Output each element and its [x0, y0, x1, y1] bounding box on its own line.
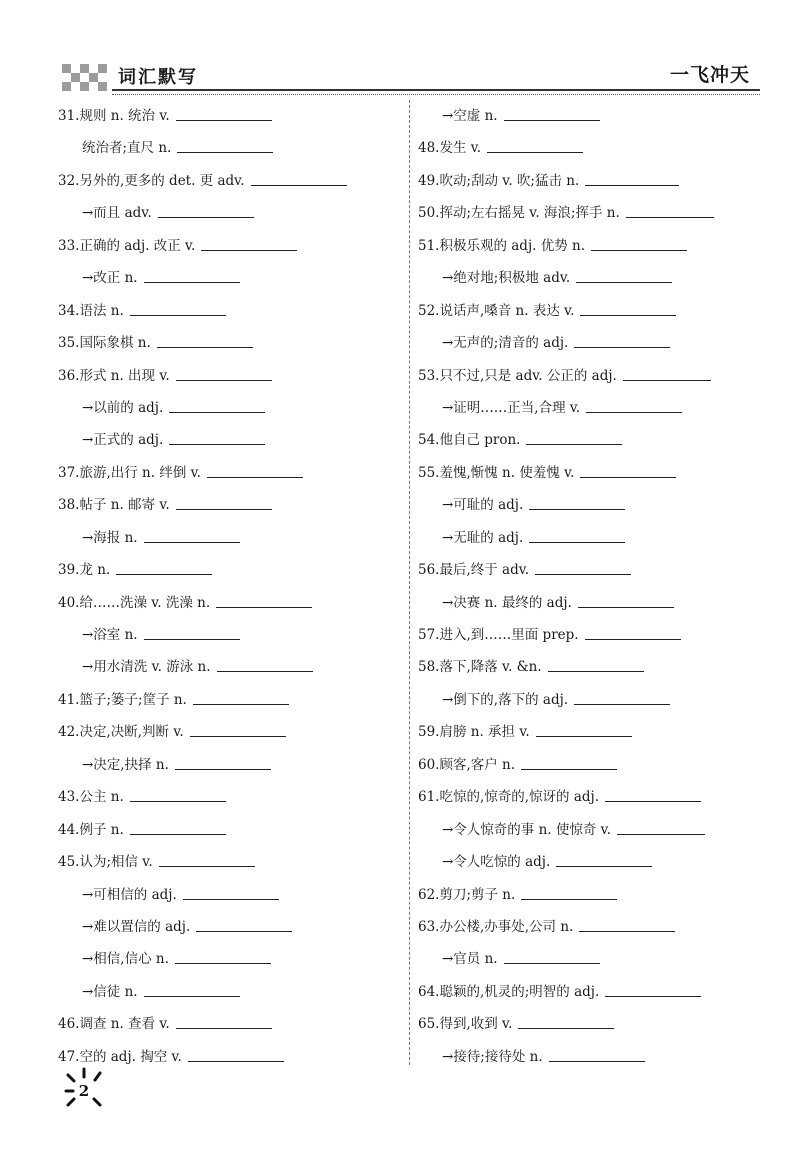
vocab-item: →接待;接待处 n.: [418, 1041, 768, 1073]
header-brand: 一飞冲天: [669, 64, 750, 86]
vocab-item: 42.决定,决断,判断 v.: [58, 716, 403, 748]
checker-decoration: [62, 64, 110, 94]
vocab-item: 36.形式 n. 出现 v.: [58, 360, 403, 392]
vocab-item: →难以置信的 adj.: [58, 911, 403, 943]
vocab-item: →信徒 n.: [58, 976, 403, 1008]
vocab-item: →改正 n.: [58, 262, 403, 294]
vocab-item: 33.正确的 adj. 改正 v.: [58, 230, 403, 262]
page-number-sun-icon: [62, 1065, 112, 1110]
vocab-item: →正式的 adj.: [58, 424, 403, 456]
vocab-item: →决定,抉择 n.: [58, 749, 403, 781]
right-column: [418, 100, 768, 1073]
vocab-item: 38.帖子 n. 邮寄 v.: [58, 489, 403, 521]
vocab-item: →可耻的 adj.: [418, 489, 768, 521]
vocab-item: →浴室 n.: [58, 619, 403, 651]
vocab-item: →而且 adv.: [58, 197, 403, 229]
vocab-item: 63.办公楼,办事处,公司 n.: [418, 911, 768, 943]
vocab-item: 61.吃惊的,惊奇的,惊讶的 adj.: [418, 781, 768, 813]
header-dotted-rule: [112, 94, 760, 95]
vocab-item: 37.旅游,出行 n. 绊倒 v.: [58, 457, 403, 489]
vocab-item: 43.公主 n.: [58, 781, 403, 813]
vocab-item: 49.吹动;刮动 v. 吹;猛击 n.: [418, 165, 768, 197]
vocab-item: 34.语法 n.: [58, 295, 403, 327]
vocab-item: 56.最后,终于 adv.: [418, 554, 768, 586]
vocab-item: 32.另外的,更多的 det. 更 adv.: [58, 165, 403, 197]
vocab-item: 47.空的 adj. 掏空 v.: [58, 1041, 403, 1073]
vocab-item: 62.剪刀;剪子 n.: [418, 879, 768, 911]
vocab-item: →可相信的 adj.: [58, 879, 403, 911]
vocab-item: 40.给……洗澡 v. 洗澡 n.: [58, 587, 403, 619]
vocab-item: 65.得到,收到 v.: [418, 1008, 768, 1040]
vocab-item: 57.进入,到……里面 prep.: [418, 619, 768, 651]
vocab-item: →无耻的 adj.: [418, 522, 768, 554]
left-column: [58, 100, 403, 1073]
vocab-item: 54.他自己 pron.: [418, 424, 768, 456]
vocab-item: 60.顾客,客户 n.: [418, 749, 768, 781]
header-title: 词汇默写: [118, 67, 198, 88]
vocab-item: 58.落下,降落 v. &n.: [418, 651, 768, 683]
header-rule: [112, 89, 760, 91]
vocab-item: 55.羞愧,惭愧 n. 使羞愧 v.: [418, 457, 768, 489]
vocab-item: 统治者;直尺 n.: [58, 132, 403, 164]
vocab-item: →海报 n.: [58, 522, 403, 554]
vocab-item: →证明……正当,合理 v.: [418, 392, 768, 424]
vocab-item: →官员 n.: [418, 943, 768, 975]
vocab-item: →无声的;清音的 adj.: [418, 327, 768, 359]
vocab-item: →令人惊奇的事 n. 使惊奇 v.: [418, 814, 768, 846]
vocab-item: →决赛 n. 最终的 adj.: [418, 587, 768, 619]
vocab-item: 52.说话声,嗓音 n. 表达 v.: [418, 295, 768, 327]
vocab-item: 53.只不过,只是 adv. 公正的 adj.: [418, 360, 768, 392]
vocab-item: 50.挥动;左右摇晃 v. 海浪;挥手 n.: [418, 197, 768, 229]
vocab-item: →空虚 n.: [418, 100, 768, 132]
vocab-item: →绝对地;积极地 adv.: [418, 262, 768, 294]
vocab-item: →倒下的,落下的 adj.: [418, 684, 768, 716]
vocab-item: 41.篮子;篓子;筐子 n.: [58, 684, 403, 716]
vocab-item: 51.积极乐观的 adj. 优势 n.: [418, 230, 768, 262]
vocab-item: 44.例子 n.: [58, 814, 403, 846]
vocab-item: 39.龙 n.: [58, 554, 403, 586]
page-header: [0, 0, 800, 100]
vocab-item: →相信,信心 n.: [58, 943, 403, 975]
vocab-item: 46.调查 n. 查看 v.: [58, 1008, 403, 1040]
vocab-item: 64.聪颖的,机灵的;明智的 adj.: [418, 976, 768, 1008]
vocab-item: →用水清洗 v. 游泳 n.: [58, 651, 403, 683]
vocab-item: 35.国际象棋 n.: [58, 327, 403, 359]
column-divider: [409, 100, 410, 1065]
vocab-item: →令人吃惊的 adj.: [418, 846, 768, 878]
vocab-item: 31.规则 n. 统治 v.: [58, 100, 403, 132]
vocab-item: 48.发生 v.: [418, 132, 768, 164]
vocab-item: →以前的 adj.: [58, 392, 403, 424]
vocab-item: 59.肩膀 n. 承担 v.: [418, 716, 768, 748]
vocab-item: 45.认为;相信 v.: [58, 846, 403, 878]
page-number: 2: [78, 1082, 90, 1100]
